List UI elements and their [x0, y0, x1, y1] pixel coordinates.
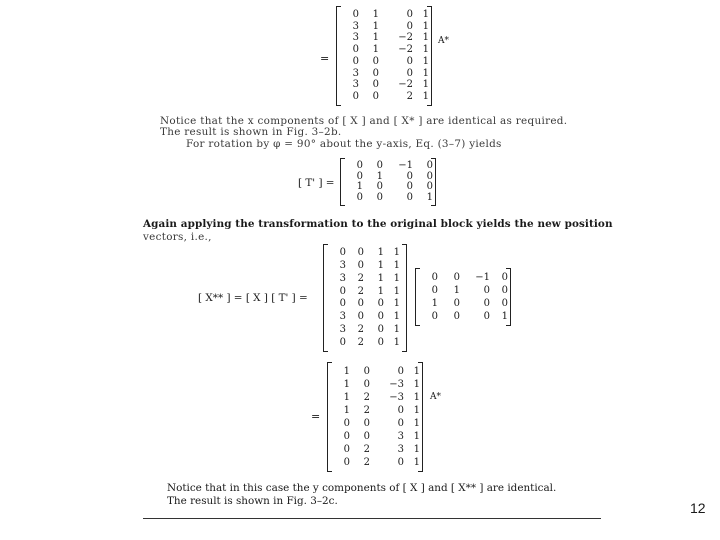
matrix-cell: 0 [397, 417, 404, 429]
matrix-cell: 0 [352, 44, 359, 56]
matrix-cell: 0 [363, 365, 370, 377]
matrix-cell: 0 [376, 160, 383, 172]
matrix-cell: −3 [389, 378, 404, 390]
matrix-2-label: A* [430, 392, 441, 402]
matrix-cell: 0 [406, 55, 413, 67]
matrix-cell: 0 [372, 91, 379, 103]
matrix-cell: 1 [377, 272, 384, 284]
matrix-cell: 1 [422, 91, 429, 103]
matrix-cell: 2 [363, 443, 370, 455]
matrix-cell: 0 [372, 79, 379, 91]
matrix-cell: 0 [483, 297, 490, 309]
matrix-cell: 1 [372, 20, 379, 32]
matrix-cell: 0 [483, 284, 490, 296]
matrix-cell: 1 [393, 298, 400, 310]
matrix-cell: −2 [398, 44, 413, 56]
matrix-cell: 0 [406, 8, 413, 20]
matrix-cell: 2 [363, 404, 370, 416]
para1-line3: For rotation by φ = 90° about the y-axis, Eq. (3–7) yields [186, 138, 502, 150]
matrix-cell: 1 [393, 285, 400, 297]
equals-sign-1: = [320, 52, 330, 65]
matrix-cell: 1 [453, 284, 460, 296]
matrix-1 [336, 6, 432, 106]
matrix-2-grid [336, 365, 420, 469]
matrix-cell: 3 [339, 311, 346, 323]
matrix-cell: 3 [339, 323, 346, 335]
matrix-cell: 0 [397, 456, 404, 468]
matrix-cell: 1 [393, 323, 400, 335]
transform-matrix [340, 158, 436, 206]
matrix-cell: 1 [372, 44, 379, 56]
matrix-cell: 1 [372, 32, 379, 44]
matrix-cell: 0 [453, 271, 460, 283]
matrix-cell: 2 [357, 285, 364, 297]
product-left-grid [332, 247, 398, 349]
matrix-cell: 0 [453, 297, 460, 309]
matrix-cell: 1 [426, 191, 433, 203]
matrix-cell: 1 [413, 365, 420, 377]
para1-line1: Notice that the x components of [ X ] and [ X* ] are identical as required. [160, 115, 568, 127]
matrix-cell: −2 [398, 32, 413, 44]
para3-line2: The result is shown in Fig. 3–2c. [167, 495, 338, 507]
matrix-cell: 0 [501, 297, 508, 309]
matrix-cell: 0 [377, 298, 384, 310]
matrix-cell: 0 [343, 443, 350, 455]
matrix-cell: 0 [397, 365, 404, 377]
matrix-cell: 0 [376, 181, 383, 193]
matrix-cell: 0 [431, 271, 438, 283]
matrix-cell: 1 [393, 272, 400, 284]
matrix-cell: 0 [406, 67, 413, 79]
matrix-cell: −2 [398, 79, 413, 91]
matrix-cell: 1 [413, 430, 420, 442]
matrix-cell: 3 [339, 272, 346, 284]
matrix-cell: 0 [339, 285, 346, 297]
para2-line1: Again applying the transformation to the original block yields the new position [143, 218, 613, 230]
matrix-cell: 3 [352, 20, 359, 32]
matrix-cell: 0 [339, 336, 346, 348]
matrix-cell: 2 [406, 91, 413, 103]
matrix-cell: 0 [356, 170, 363, 182]
matrix-cell: 0 [363, 430, 370, 442]
matrix-cell: −1 [398, 160, 413, 172]
matrix-cell: 1 [431, 297, 438, 309]
matrix-cell: 1 [422, 32, 429, 44]
matrix-cell: 1 [422, 44, 429, 56]
matrix-cell: 2 [357, 323, 364, 335]
matrix-cell: 0 [406, 191, 413, 203]
product-left-matrix [323, 244, 407, 352]
matrix-cell: 0 [352, 8, 359, 20]
page-number: 12 [690, 500, 706, 516]
matrix-cell: 0 [352, 55, 359, 67]
matrix-cell: 0 [352, 91, 359, 103]
matrix-cell: 0 [343, 456, 350, 468]
matrix-cell: 0 [343, 417, 350, 429]
matrix-1-grid [345, 8, 429, 103]
matrix-cell: 3 [339, 260, 346, 272]
matrix-cell: 1 [356, 181, 363, 193]
matrix-cell: 1 [501, 310, 508, 322]
matrix-cell: 0 [377, 336, 384, 348]
matrix-cell: 0 [357, 247, 364, 259]
matrix-cell: 1 [422, 8, 429, 20]
matrix-cell: 0 [483, 310, 490, 322]
matrix-cell: 1 [377, 247, 384, 259]
matrix-cell: 1 [343, 391, 350, 403]
product-label: [ X** ] = [ X ] [ T' ] = [198, 292, 308, 304]
para1-line2: The result is shown in Fig. 3–2b. [160, 126, 342, 138]
matrix-cell: 1 [377, 285, 384, 297]
matrix-cell: 1 [413, 404, 420, 416]
matrix-cell: 1 [376, 170, 383, 182]
matrix-cell: −1 [475, 271, 490, 283]
matrix-cell: 0 [357, 260, 364, 272]
matrix-1-label: A* [438, 36, 449, 46]
matrix-cell: 0 [453, 310, 460, 322]
matrix-cell: 0 [431, 310, 438, 322]
matrix-cell: 3 [352, 67, 359, 79]
matrix-cell: 1 [413, 417, 420, 429]
matrix-cell: 0 [501, 284, 508, 296]
equals-sign-2: = [311, 410, 321, 423]
matrix-cell: 2 [363, 456, 370, 468]
matrix-cell: 3 [397, 443, 404, 455]
matrix-cell: 0 [372, 67, 379, 79]
matrix-cell: 3 [352, 32, 359, 44]
matrix-cell: 1 [422, 79, 429, 91]
matrix-cell: 0 [343, 430, 350, 442]
matrix-cell: 1 [422, 55, 429, 67]
matrix-cell: 0 [377, 323, 384, 335]
product-right-matrix [415, 268, 511, 326]
matrix-cell: 0 [357, 298, 364, 310]
matrix-cell: 1 [422, 67, 429, 79]
matrix-cell: 0 [339, 247, 346, 259]
para3-line1: Notice that in this case the y components of [ X ] and [ X** ] are identical. [167, 482, 557, 494]
matrix-cell: −3 [389, 391, 404, 403]
matrix-cell: 1 [413, 391, 420, 403]
matrix-cell: 0 [356, 160, 363, 172]
matrix-cell: 1 [413, 443, 420, 455]
matrix-cell: 2 [357, 336, 364, 348]
matrix-cell: 1 [377, 260, 384, 272]
matrix-cell: 0 [363, 378, 370, 390]
transform-matrix-grid [349, 160, 433, 203]
matrix-cell: 2 [357, 272, 364, 284]
matrix-cell: 0 [426, 160, 433, 172]
matrix-cell: 1 [413, 378, 420, 390]
matrix-cell: 1 [393, 247, 400, 259]
matrix-cell: 0 [376, 191, 383, 203]
matrix-cell: 0 [339, 298, 346, 310]
matrix-cell: 0 [357, 311, 364, 323]
matrix-cell: 1 [393, 311, 400, 323]
matrix-cell: 3 [397, 430, 404, 442]
para2-line2: vectors, i.e., [143, 231, 212, 243]
matrix-cell: 1 [343, 404, 350, 416]
matrix-2 [327, 362, 423, 472]
matrix-cell: 0 [363, 417, 370, 429]
matrix-cell: 0 [356, 191, 363, 203]
product-right-grid [424, 271, 508, 323]
matrix-cell: 1 [343, 365, 350, 377]
matrix-cell: 3 [352, 79, 359, 91]
matrix-cell: 0 [501, 271, 508, 283]
matrix-cell: 1 [343, 378, 350, 390]
matrix-cell: 1 [413, 456, 420, 468]
matrix-cell: 0 [372, 55, 379, 67]
matrix-cell: 0 [397, 404, 404, 416]
matrix-cell: 0 [431, 284, 438, 296]
matrix-cell: 0 [426, 181, 433, 193]
matrix-cell: 1 [393, 260, 400, 272]
matrix-cell: 1 [372, 8, 379, 20]
matrix-cell: 1 [422, 20, 429, 32]
matrix-cell: 0 [377, 311, 384, 323]
matrix-cell: 0 [426, 170, 433, 182]
matrix-cell: 0 [406, 170, 413, 182]
matrix-cell: 2 [363, 391, 370, 403]
matrix-cell: 0 [406, 20, 413, 32]
matrix-cell: 0 [406, 181, 413, 193]
footer-rule [143, 518, 601, 519]
matrix-cell: 1 [393, 336, 400, 348]
transform-label: [ T' ] = [298, 177, 335, 189]
